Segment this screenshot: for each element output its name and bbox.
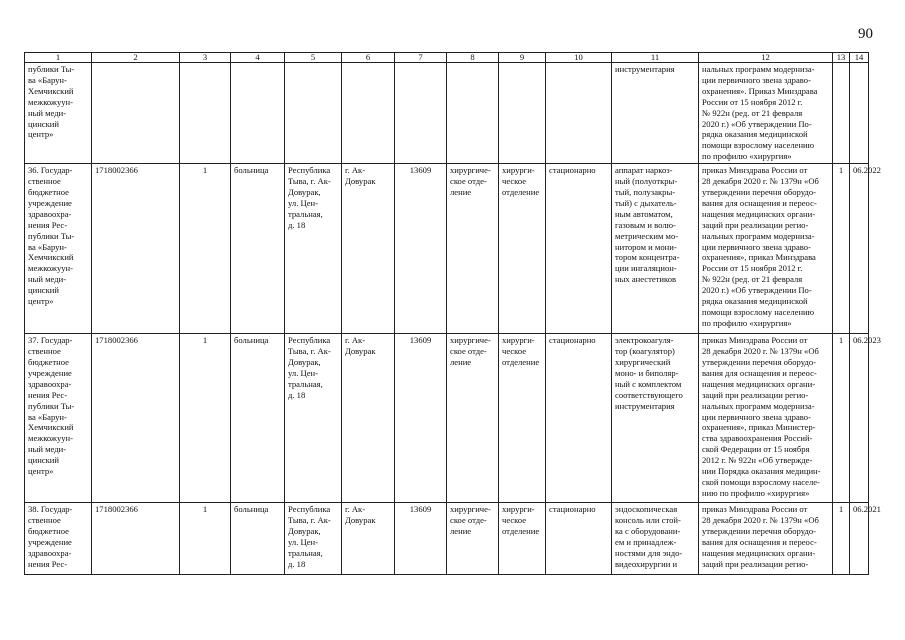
equipment-cell: инструментария bbox=[612, 63, 699, 164]
equipment-cell: аппарат наркоз- ный (полуоткры- тый, полузакры- тый) с дыхатель- ным автоматом, газовым и волю- метрическим мо- нитором и мони- тором концентра- ции ингаляцион- ных анестетиков bbox=[612, 164, 699, 334]
inn-cell: 1718002366 bbox=[92, 164, 180, 334]
basis-cell: приказ Минздрава России от 28 декабря 2020 г. № 1379н «Об утверждении перечня оборудо- вания для оснащения и переос- нащения медицинских органи- заций при реализации регио- bbox=[699, 503, 833, 575]
col-header: 2 bbox=[92, 53, 180, 63]
quantity-cell: 1 bbox=[833, 503, 850, 575]
condition-cell bbox=[546, 63, 612, 164]
code-cell: 13609 bbox=[395, 164, 447, 334]
header-row bbox=[25, 53, 869, 63]
date-cell: 06.2023 bbox=[850, 334, 869, 503]
count-cell: 1 bbox=[180, 334, 231, 503]
table-row bbox=[25, 503, 869, 575]
table-row bbox=[25, 164, 869, 334]
inn-cell bbox=[92, 63, 180, 164]
city-cell bbox=[342, 63, 395, 164]
address-cell: Республика Тыва, г. Ак- Довурак, ул. Цен- тральная, д. 18 bbox=[285, 503, 342, 575]
count-cell: 1 bbox=[180, 164, 231, 334]
equipment-cell: электрокоагуля- тор (коагулятор) хирургический моно- и биполяр- ный с комплектом соответствующего инструментария bbox=[612, 334, 699, 503]
city-cell: г. Ак- Довурак bbox=[342, 334, 395, 503]
equipment-table bbox=[24, 52, 881, 575]
inn-cell: 1718002366 bbox=[92, 503, 180, 575]
quantity-cell: 1 bbox=[833, 334, 850, 503]
basis-cell: приказ Минздрава России от 28 декабря 2020 г. № 1379н «Об утверждении перечня оборудо- вания для оснащения и переос- нащения медицинских органи- заций при реализации регио- нальных программ модерниза- ции первичного звена здраво- охранения», приказ Министер- ства здравоохранения Россий- ской Федерации от 15 ноября 2012 г. № 922н «Об утвержде- нии Порядка оказания медицин- ской помощи взрослому населе- нию по профилю «хирургия» bbox=[699, 334, 833, 503]
address-cell: Республика Тыва, г. Ак- Довурак, ул. Цен- тральная, д. 18 bbox=[285, 164, 342, 334]
organization-cell: 38. Государ- ственное бюджетное учреждение здравоохра- нения Рес- bbox=[25, 503, 92, 575]
col-header: 3 bbox=[180, 53, 231, 63]
organization-cell: 36. Государ- ственное бюджетное учреждение здравоохра- нения Рес- публики Ты- ва «Барун- Хемчикский межкожуун- ный меди- цинский центр» bbox=[25, 164, 92, 334]
organization-cell: 37. Государ- ственное бюджетное учреждение здравоохра- нения Рес- публики Ты- ва «Барун- Хемчикский межкожуун- ный меди- цинский центр» bbox=[25, 334, 92, 503]
col-header: 1 bbox=[25, 53, 92, 63]
inn-cell: 1718002366 bbox=[92, 334, 180, 503]
col-header: 10 bbox=[546, 53, 612, 63]
condition-cell: стационарно bbox=[546, 334, 612, 503]
type-cell: больница bbox=[231, 503, 285, 575]
condition-cell: стационарно bbox=[546, 503, 612, 575]
city-cell: г. Ак- Довурак bbox=[342, 164, 395, 334]
basis-cell: нальных программ модерниза- ции первичного звена здраво- охранения». Приказ Минздрава России от 15 ноября 2012 г. № 922н (ред. от 21 февраля 2020 г.) «Об утверждении По- рядка оказания медицинской помощи взрослому населению по профилю «хирургия» bbox=[699, 63, 833, 164]
type-cell bbox=[231, 63, 285, 164]
date-cell: 06.2021 bbox=[850, 503, 869, 575]
unit-cell: хирурги- ческое отделение bbox=[499, 334, 546, 503]
col-header: 11 bbox=[612, 53, 699, 63]
city-cell: г. Ак- Довурак bbox=[342, 503, 395, 575]
col-header: 6 bbox=[342, 53, 395, 63]
date-cell: 06.2022 bbox=[850, 164, 869, 334]
address-cell bbox=[285, 63, 342, 164]
col-header: 9 bbox=[499, 53, 546, 63]
date-cell bbox=[850, 63, 869, 164]
basis-cell: приказ Минздрава России от 28 декабря 2020 г. № 1379н «Об утверждении перечня оборудо- вания для оснащения и переос- нащения медицинских органи- заций при реализации регио- нальных программ модерниза- ции первичного звена здраво- охранения», приказ Минздрава России от 15 ноября 2012 г. № 922н (ред. от 21 февраля 2020 г.) «Об утверждении По- рядка оказания медицинской помощи взрослому населению по профилю «хирургия» bbox=[699, 164, 833, 334]
equipment-cell: эндоскопическая консоль или стой- ка с оборудовани- ем и принадлеж- ностями для эндо- видеохирургии и bbox=[612, 503, 699, 575]
address-cell: Республика Тыва, г. Ак- Довурак, ул. Цен- тральная, д. 18 bbox=[285, 334, 342, 503]
quantity-cell bbox=[833, 63, 850, 164]
col-header: 4 bbox=[231, 53, 285, 63]
unit-cell: хирурги- ческое отделение bbox=[499, 503, 546, 575]
count-cell: 1 bbox=[180, 503, 231, 575]
col-header: 14 bbox=[850, 53, 869, 63]
count-cell bbox=[180, 63, 231, 164]
col-header: 8 bbox=[447, 53, 499, 63]
department-cell: хирургиче- ское отде- ление bbox=[447, 334, 499, 503]
col-header: 7 bbox=[395, 53, 447, 63]
col-header: 12 bbox=[699, 53, 833, 63]
type-cell: больница bbox=[231, 164, 285, 334]
quantity-cell: 1 bbox=[833, 164, 850, 334]
department-cell bbox=[447, 63, 499, 164]
table-row bbox=[25, 334, 869, 503]
unit-cell bbox=[499, 63, 546, 164]
code-cell: 13609 bbox=[395, 503, 447, 575]
department-cell: хирургиче- ское отде- ление bbox=[447, 164, 499, 334]
code-cell bbox=[395, 63, 447, 164]
col-header: 5 bbox=[285, 53, 342, 63]
code-cell: 13609 bbox=[395, 334, 447, 503]
type-cell: больница bbox=[231, 334, 285, 503]
condition-cell: стационарно bbox=[546, 164, 612, 334]
department-cell: хирургиче- ское отде- ление bbox=[447, 503, 499, 575]
unit-cell: хирурги- ческое отделение bbox=[499, 164, 546, 334]
col-header: 13 bbox=[833, 53, 850, 63]
table-row bbox=[25, 63, 869, 164]
page-number: 90 bbox=[858, 26, 873, 42]
organization-cell: публики Ты- ва «Барун- Хемчикский межкожуун- ный меди- цинский центр» bbox=[25, 63, 92, 164]
